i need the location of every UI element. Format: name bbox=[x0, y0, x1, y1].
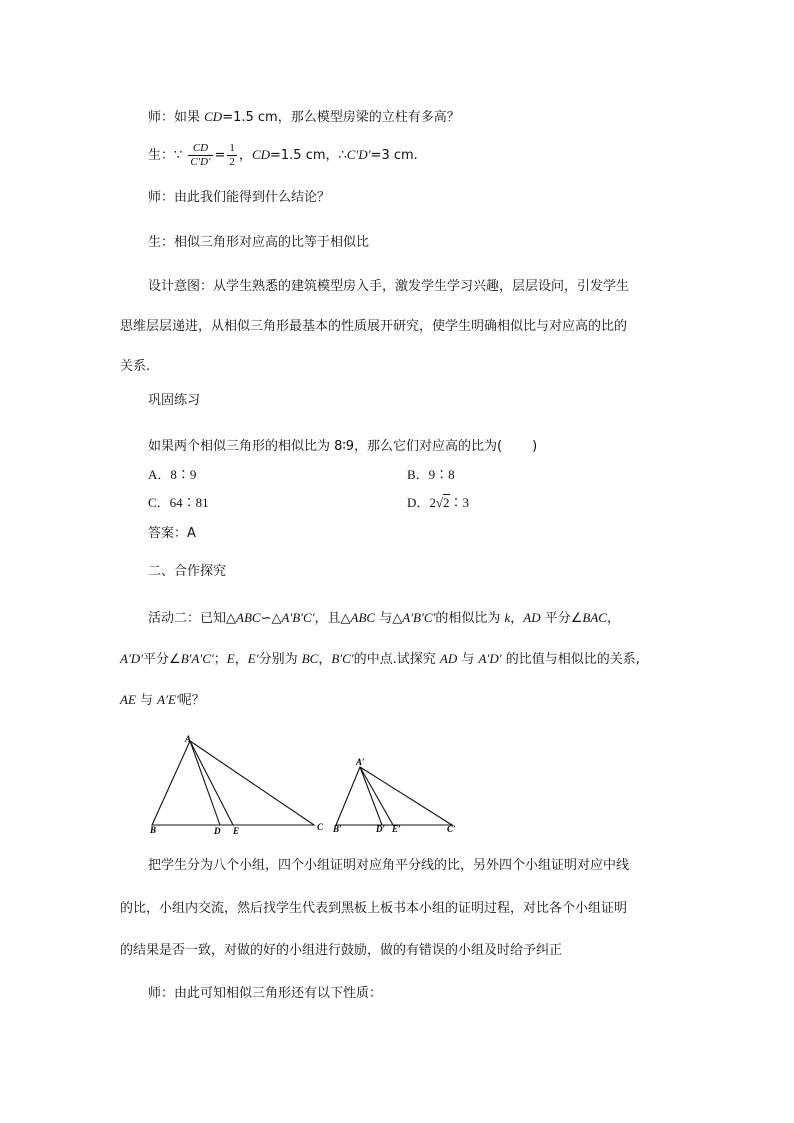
var: ABC bbox=[236, 610, 261, 625]
triangle-abc-outline bbox=[152, 741, 314, 825]
var: A′E′ bbox=[157, 692, 179, 707]
option-d-prefix: D．2 bbox=[407, 495, 436, 510]
var: E′ bbox=[247, 651, 259, 666]
teacher-question-2: 师：由此我们能得到什么结论？ bbox=[148, 190, 331, 205]
var: BC bbox=[301, 651, 319, 666]
triangle-abc-prime-outline bbox=[336, 767, 452, 825]
var: AD bbox=[523, 610, 541, 625]
triangle-abc bbox=[152, 741, 314, 825]
triangle-abc-prime bbox=[336, 767, 452, 825]
text: ， bbox=[606, 611, 620, 626]
median-ae-prime bbox=[360, 767, 393, 825]
label-e: E bbox=[233, 826, 240, 836]
label-a: A bbox=[185, 734, 192, 744]
fraction-cd bbox=[188, 142, 212, 169]
median-ae bbox=[190, 741, 233, 825]
frac-denominator: C′D′ bbox=[190, 156, 211, 168]
frac-denominator: 2 bbox=[229, 156, 235, 168]
label-c-prime: C′ bbox=[447, 824, 456, 834]
option-b: B．9∶8 bbox=[407, 467, 455, 482]
text: =1.5 cm，∴ bbox=[270, 148, 347, 163]
text: ； bbox=[213, 652, 227, 667]
var-cd: CD bbox=[204, 109, 223, 124]
label-d: D bbox=[214, 826, 221, 836]
bisector-ad bbox=[190, 741, 220, 825]
activity-line-1 bbox=[148, 610, 620, 627]
option-c: C．64∶81 bbox=[148, 495, 209, 510]
text: =1.5 cm，那么模型房梁的立柱有多高？ bbox=[222, 110, 460, 125]
label-b-prime: B′ bbox=[333, 824, 342, 834]
var-cd-prime: C′D′ bbox=[346, 147, 371, 162]
text: 平分∠ bbox=[143, 652, 181, 667]
var: ABC bbox=[350, 610, 376, 625]
teacher-statement-3: 师：由此可知相似三角形还有以下性质： bbox=[148, 986, 383, 1001]
var: E bbox=[226, 651, 235, 666]
var: AE bbox=[120, 692, 136, 707]
text: ， bbox=[234, 652, 248, 667]
var: k bbox=[504, 610, 511, 625]
var: B′C′ bbox=[331, 651, 354, 666]
text: 分别为 bbox=[258, 652, 302, 667]
sqrt-radicand: 2 bbox=[443, 495, 450, 510]
text: 的比值与相似比的关系, bbox=[501, 652, 640, 667]
group-line-2: 的比，小组内交流，然后找学生代表到黑板上板书本小组的证明过程，对比各个小组证明 bbox=[120, 901, 628, 916]
text: 活动二：已知△ bbox=[148, 611, 236, 626]
section-heading-2: 二、合作探究 bbox=[148, 564, 227, 579]
var: B′A′C′ bbox=[180, 651, 214, 666]
student-answer-2: 生：相似三角形对应高的比等于相似比 bbox=[148, 235, 370, 250]
text: 呢？ bbox=[178, 693, 205, 708]
var-cd: CD bbox=[251, 147, 270, 162]
teacher-question-1 bbox=[148, 109, 460, 126]
practice-question bbox=[148, 439, 537, 455]
text: 师：如果 bbox=[148, 110, 205, 125]
equals: = bbox=[214, 148, 226, 163]
text: 平分∠ bbox=[540, 611, 583, 626]
bisector-ad-prime bbox=[360, 767, 382, 825]
label-e-prime: E′ bbox=[392, 824, 401, 834]
question-close: ) bbox=[532, 439, 538, 454]
frac-numerator: 1 bbox=[229, 142, 235, 154]
var: A′B′C′ bbox=[281, 610, 315, 625]
answer: 答案：A bbox=[148, 526, 196, 541]
option-a: A．8∶9 bbox=[148, 467, 197, 482]
option-d-suffix: ∶3 bbox=[449, 495, 470, 510]
design-intent-line-3: 关系. bbox=[120, 359, 151, 374]
text: 与△ bbox=[375, 611, 403, 626]
frac-numerator: CD bbox=[188, 142, 212, 156]
sqrt-sign: √ bbox=[435, 495, 444, 510]
question-text: 如果两个相似三角形的相似比为 8∶9，那么它们对应高的比为( bbox=[148, 439, 503, 454]
text: ， bbox=[238, 148, 252, 163]
label-a-prime: A′ bbox=[356, 757, 365, 767]
text: ，且△ bbox=[314, 611, 351, 626]
text: 与 bbox=[457, 652, 479, 667]
var: BAC bbox=[582, 610, 607, 625]
design-intent-line-2: 思维层层递进，从相似三角形最基本的性质展开研究，使学生明确相似比与对应高的比的 bbox=[120, 319, 628, 334]
group-line-3: 的结果是否一致，对做的好的小组进行鼓励，做的有错误的小组及时给予纠正 bbox=[120, 943, 563, 958]
practice-heading: 巩固练习 bbox=[148, 393, 201, 408]
text: 与 bbox=[135, 693, 158, 708]
fraction-half bbox=[227, 142, 237, 169]
text: 生：∵ bbox=[148, 148, 183, 163]
label-b: B bbox=[150, 825, 157, 835]
text: ∽△ bbox=[260, 611, 282, 626]
option-d bbox=[407, 495, 469, 511]
var: A′B′C′ bbox=[402, 610, 436, 625]
label-c: C bbox=[317, 822, 324, 832]
design-intent-line-1: 设计意图：从学生熟悉的建筑模型房入手，激发学生学习兴趣，层层设问，引发学生 bbox=[148, 279, 630, 294]
label-d-prime: D′ bbox=[376, 824, 386, 834]
var: A′D′ bbox=[478, 651, 502, 666]
var: A′D′ bbox=[120, 651, 144, 666]
text: 的相似比为 bbox=[435, 611, 505, 626]
var: AD bbox=[439, 651, 458, 666]
text: ， bbox=[510, 611, 524, 626]
activity-line-3 bbox=[120, 692, 205, 709]
group-line-1: 把学生分为八个小组，四个小组证明对应角平分线的比，另外四个小组证明对应中线 bbox=[148, 858, 630, 873]
text: 的中点.试探究 bbox=[353, 652, 440, 667]
text: =3 cm. bbox=[370, 148, 418, 163]
activity-line-2 bbox=[120, 651, 640, 668]
text: ， bbox=[318, 652, 332, 667]
student-answer-1 bbox=[148, 142, 418, 169]
